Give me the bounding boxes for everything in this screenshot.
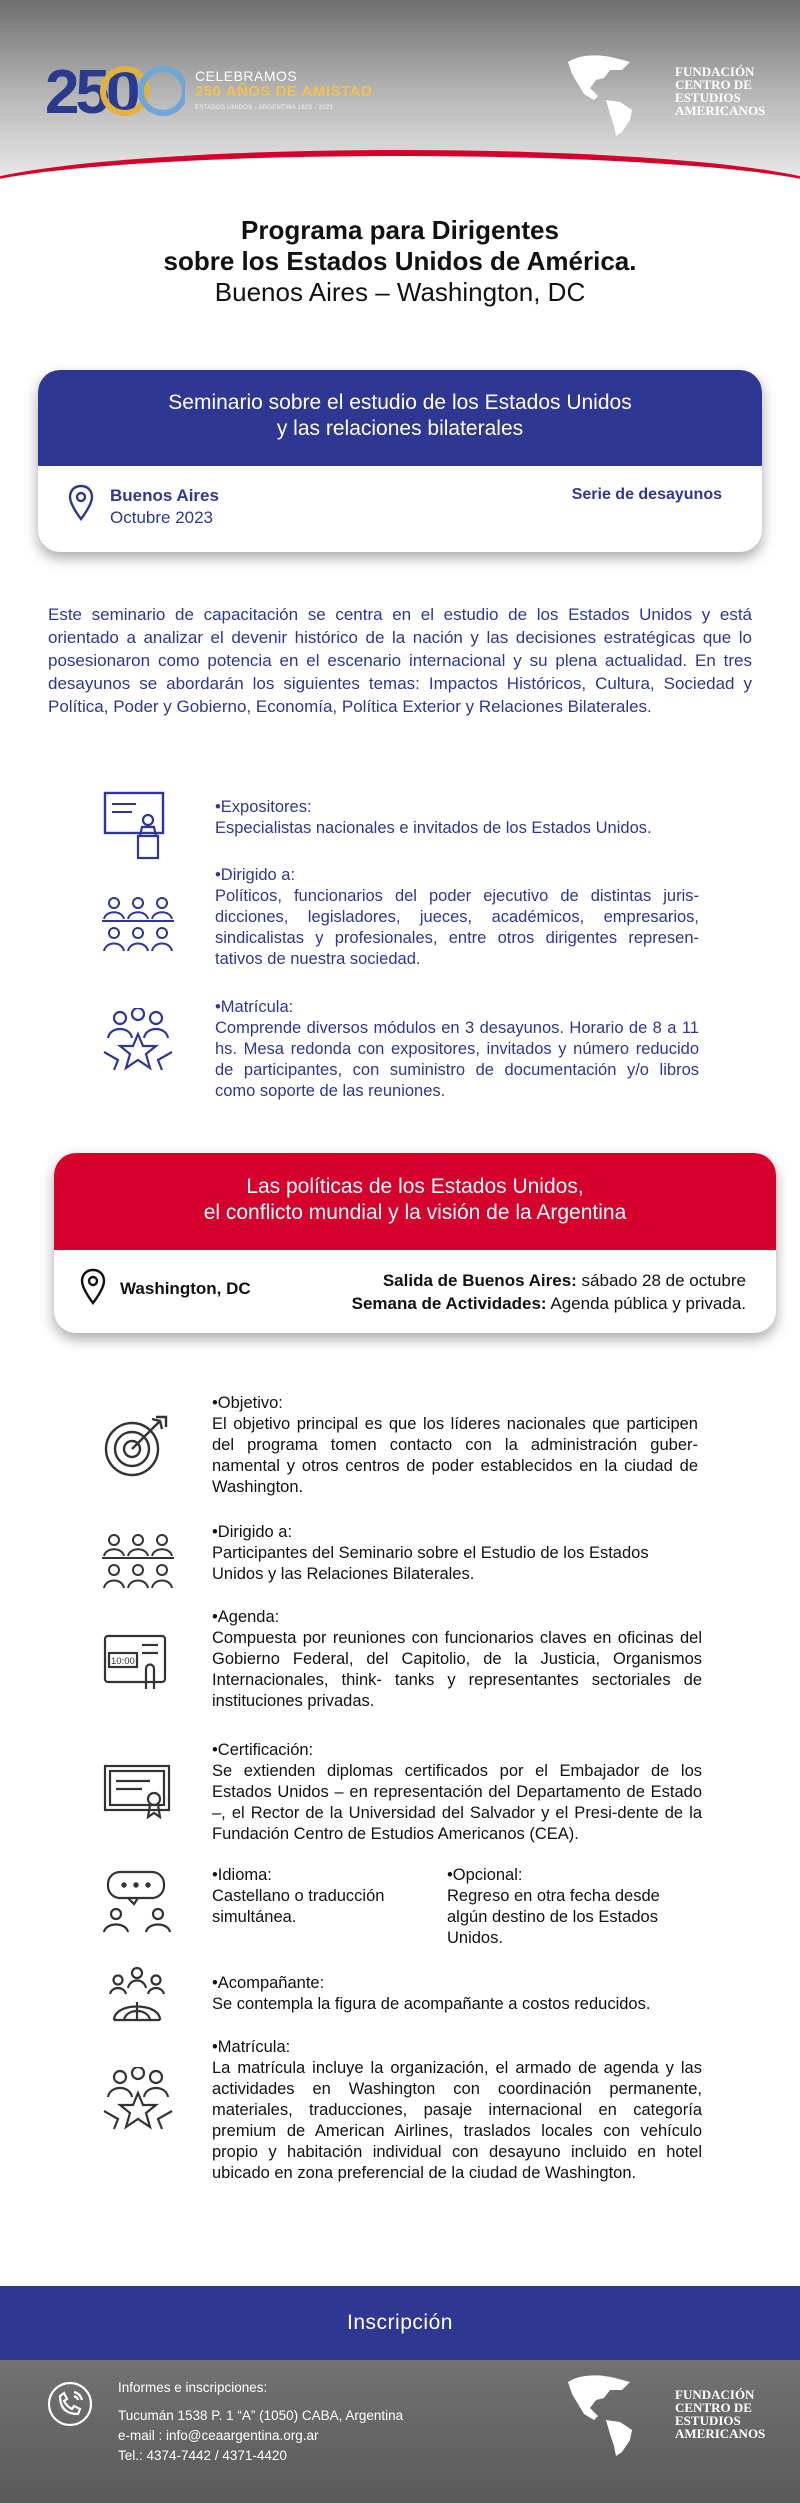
meeting-schedule-icon — [102, 1633, 170, 1693]
americas-map-icon — [560, 48, 670, 138]
team-star-icon — [100, 2067, 176, 2135]
trip-card — [54, 1153, 776, 1333]
svg-text:250: 250 — [45, 58, 137, 127]
opcional-item: •Opcional: Regreso en otra fecha desde algún destino de los Estados Unidos. — [447, 1866, 660, 1947]
seminar-date: Octubre 2023 — [110, 508, 214, 527]
dirigido-seminario-item: •Dirigido a: Políticos, funcionarios del poder ejecutivo de distintas juris-dicciones, legisladores, jueces, académicos, empresarios, sindicalistas y profesionales, entre otros dirigentes represen-tativos de nuestra sociedad. — [215, 866, 699, 968]
seminar-description: Este seminario de capacitación se centra en el estudio de los Estados Unidos y está orientado a analizar el devenir histórico de la nación y las decisiones estratégicas que lo posesionaron como potencia en el escenario internacional y su plena actualidad. En tres desayunos se abordarán los siguientes temas: Impactos Históricos, Cultura, Sociedad y Política, Poder y Gobierno, Economía, Política Exterior y Relaciones Bilaterales. — [48, 605, 752, 716]
fcea-logo: FUNDACIÓN CENTRO DE ESTUDIOS AMERICANOS — [560, 2368, 760, 2458]
contact-email[interactable]: e-mail : info@ceaargentina.org.ar — [118, 2428, 319, 2443]
trip-card-title: Las políticas de los Estados Unidos, el conflicto mundial y la visión de la Argentina — [54, 1153, 776, 1250]
seminar-series: Serie de desayunos — [571, 486, 722, 503]
page-title: Programa para Dirigentes sobre los Estados Unidos de América. Buenos Aires – Washington, DC — [163, 215, 637, 307]
audience-icon — [100, 895, 176, 957]
svg-text:10:00: 10:00 — [111, 1656, 135, 1667]
seminar-city: Buenos Aires — [110, 486, 219, 505]
acompanante-item: •Acompañante: Se contempla la figura de acompañante a costos reducidos. — [212, 1974, 651, 2013]
inscripcion-button[interactable]: Inscripción — [0, 2286, 800, 2360]
contact-info: Informes e inscripciones: Tucumán 1538 P. 1 “A” (1050) CABA, Argentina e-mail : info@ceaargentina.org.ar Tel.: 4374-7442 / 4371-4420 — [118, 2378, 403, 2466]
objetivo-item: •Objetivo: El objetivo principal es que los líderes nacionales que participen del programa tomen contacto con la administración guber-namental y otros centros de poder establecidos en la ciudad de Washington. — [212, 1394, 698, 1496]
phone-icon — [46, 2380, 94, 2428]
diploma-icon — [102, 1763, 172, 1821]
location-pin-icon — [80, 1268, 106, 1306]
header-banner — [0, 0, 800, 180]
location-pin-icon — [68, 484, 94, 522]
presenter-icon — [102, 790, 172, 862]
trip-city: Washington, DC — [120, 1279, 251, 1298]
seminar-card-title: Seminario sobre el estudio de los Estados Unidos y las relaciones bilaterales — [38, 370, 762, 466]
anniversary-logo — [45, 55, 185, 127]
trip-dates: Salida de Buenos Aires: sábado 28 de octubre Semana de Actividades: Agenda pública y privada. — [351, 1271, 746, 1313]
anniversary-caption: CELEBRAMOS 250 AÑOS DE AMISTAD ESTADOS UNIDOS · ARGENTINA 1823 - 2023 — [195, 68, 373, 111]
idioma-item: •Idioma: Castellano o traducción simultánea. — [212, 1866, 385, 1926]
footer — [0, 2228, 800, 2503]
matricula-viaje-item: •Matrícula: La matrícula incluye la organización, el armado de agenda y las actividades en Washington con coordinación permanente, materiales, traducciones, pasaje internacional en categoría premium de American Airlines, traslados locales con vehículo propio y habitación individual con desayuno incluido en hotel ubicado en zona preferencial de la ciudad de Washington. — [212, 2038, 702, 2182]
fcea-logo: FUNDACIÓN CENTRO DE ESTUDIOS AMERICANOS — [560, 48, 760, 138]
chat-people-icon — [102, 1870, 172, 1934]
expositores-item: •Expositores: Especialistas nacionales e invitados de los Estados Unidos. — [215, 798, 652, 837]
header-red-curve — [0, 150, 800, 180]
certificacion-item: •Certificación: Se extienden diplomas certificados por el Embajador de los Estados Unidos – en representación del Departamento de Estado –, el Rector de la Universidad del Salvador y el Presi-dente de la Fundación Centro de Estudios Americanos (CEA). — [212, 1741, 702, 1843]
target-icon — [102, 1413, 170, 1481]
seminar-card — [38, 370, 762, 552]
audience-icon — [100, 1532, 176, 1594]
americas-map-icon — [560, 2368, 670, 2458]
contact-phone: Tel.: 4374-7442 / 4371-4420 — [118, 2448, 287, 2463]
global-group-icon — [106, 1966, 168, 2022]
dirigido-viaje-item: •Dirigido a: Participantes del Seminario sobre el Estudio de los Estados Unidos y las Relaciones Bilaterales. — [212, 1523, 649, 1583]
team-star-icon — [100, 1008, 176, 1076]
agenda-item: •Agenda: Compuesta por reuniones con funcionarios claves en oficinas del Gobierno Federal, del Capitolio, de la Justicia, Organismos Internacionales, think- tanks y representantes sectoriales de instituciones privadas. — [212, 1608, 702, 1710]
matricula-seminario-item: •Matrícula: Comprende diversos módulos en 3 desayunos. Horario de 8 a 11 hs. Mesa redonda con expositores, invitados y número reducido de participantes, con suministro de documentación y/o libros como soporte de las reuniones. — [215, 998, 699, 1100]
